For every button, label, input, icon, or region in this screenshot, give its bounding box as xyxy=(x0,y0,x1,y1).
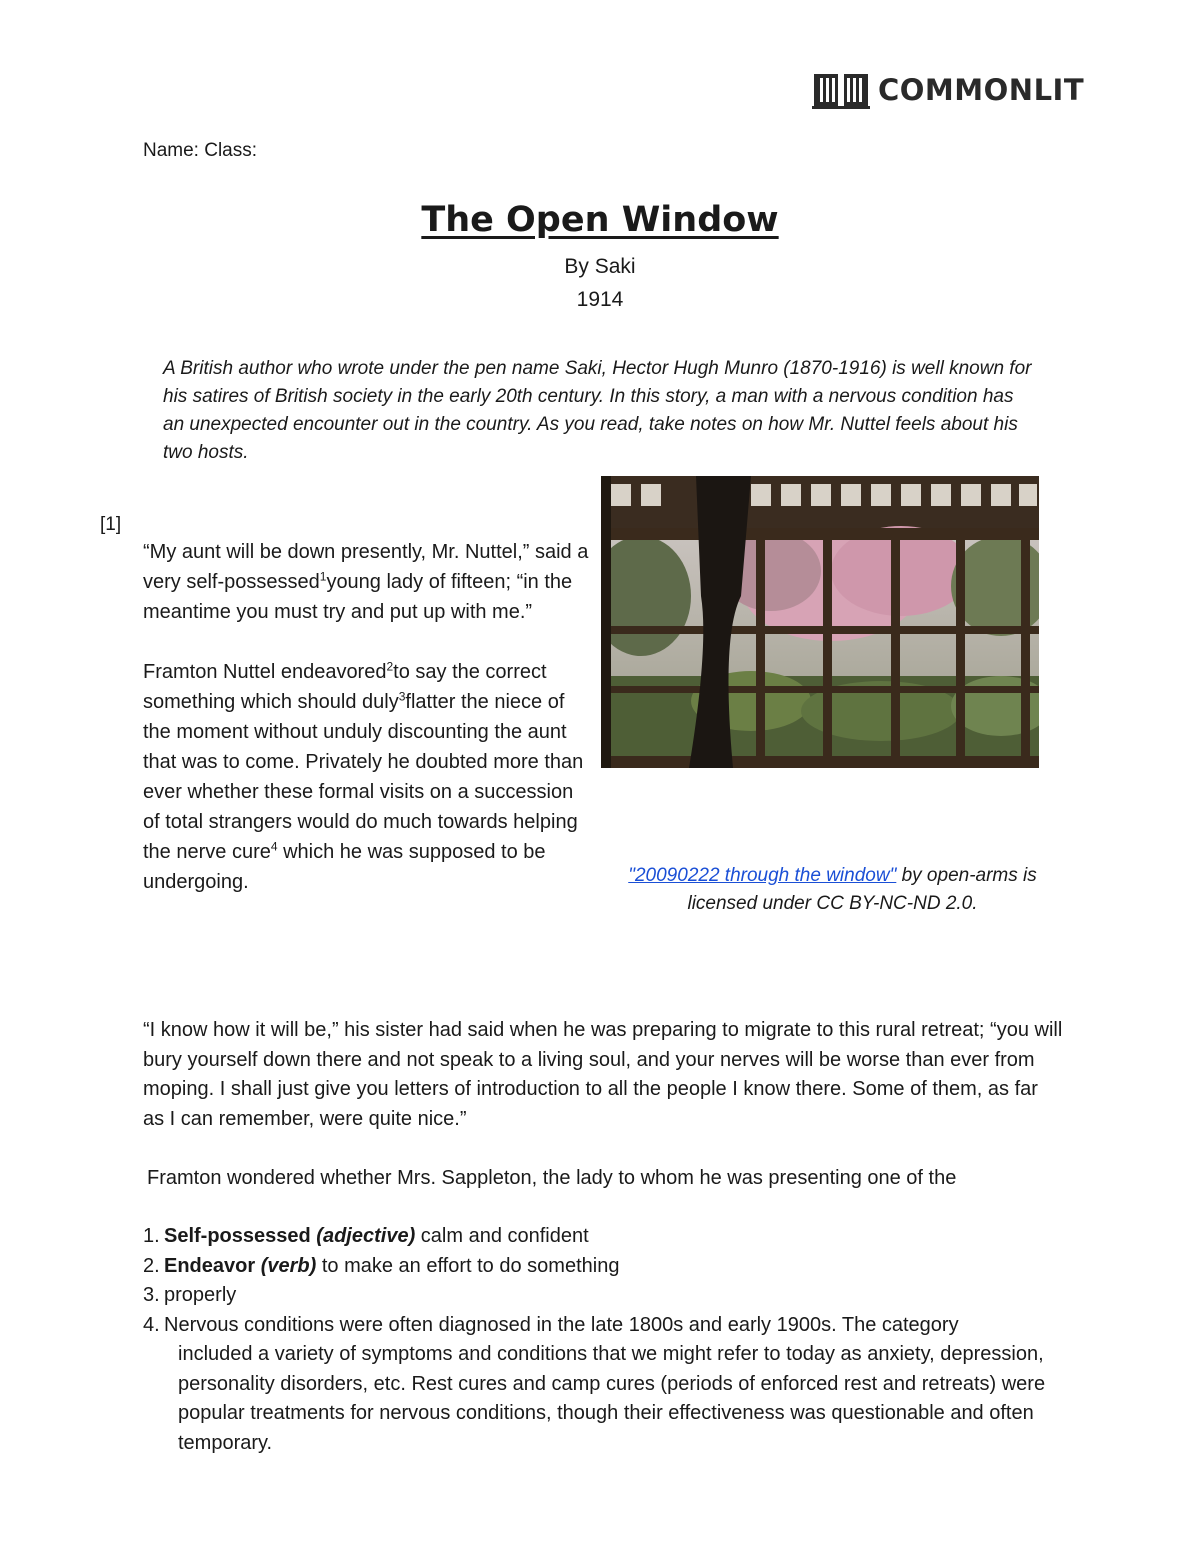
logo-text: COMMONLIT xyxy=(878,73,1085,107)
story-paragraph-3: “I know how it will be,” his sister had said when he was preparing to migrate to this rural retreat; “you will bury yourself down there and not speak to a living soul, and your nerves will be worse than ever from moping. I shall just give you letters of introduction to all the people I know there. Some of them, as far as I can remember, were quite nice.” xyxy=(143,1019,1063,1130)
caption-link[interactable]: "20090222 through the window" xyxy=(628,865,897,886)
footnotes-list xyxy=(143,1222,1063,1458)
story-author: By Saki xyxy=(564,255,636,278)
footnote-ref-2[interactable]: 2 xyxy=(386,659,394,674)
book-icon xyxy=(812,70,870,110)
footnote-4: 4. Nervous conditions were often diagnosed in the late 1800s and early 1900s. The category included a variety of symptoms and conditions that we might refer to today as anxiety, depression, personality disorders, etc. Rest cures and camp cures (periods of enforced rest and retreats) were popular treatments for nervous conditions, though their effectiveness was questionable and often temporary. xyxy=(143,1313,1046,1454)
footnote-3: 3. properly xyxy=(143,1284,237,1306)
story-paragraph-4: Framton wondered whether Mrs. Sappleton, the lady to whom he was presenting one of the xyxy=(147,1167,957,1189)
story-paragraph-1: “My aunt will be down presently, Mr. Nuttel,” said a very self-possessed$^1$young lady of fifteen; “in the meantime you must try and put up with me.” xyxy=(143,541,589,623)
paragraph-number: [1] xyxy=(100,514,122,535)
footnote-1: 1. Self-possessed (adjective) calm and confident xyxy=(143,1225,589,1247)
window-photo xyxy=(601,476,1039,768)
footnote-ref-4[interactable]: 4 xyxy=(270,839,278,854)
story-title: The Open Window xyxy=(421,200,779,240)
image-caption: "20090222 through the window" by open-arms is licensed under CC BY-NC-ND 2.0. xyxy=(628,865,1037,914)
footnote-ref-1[interactable]: 1 xyxy=(319,569,327,584)
story-year: 1914 xyxy=(576,288,624,311)
footnote-2: 2. Endeavor (verb) to make an effort to do something xyxy=(143,1254,620,1277)
story-paragraph-2: Framton Nuttel endeavored$^2$to say the correct something which should duly$^3$flatter the niece of the moment without unduly discounting the aunt that was to come. Privately he doubted more than ever whether these formal visits on a succession of total strangers would do much towards helping the nerve cure$^4$ which he was supposed to be undergoing. xyxy=(143,659,584,893)
name-class-line: Name: Class: xyxy=(143,140,258,161)
footnote-ref-3[interactable]: 3 xyxy=(398,689,406,704)
commonlit-logo xyxy=(812,68,1084,112)
story-column xyxy=(143,537,593,897)
intro-paragraph: A British author who wrote under the pen name Saki, Hector Hugh Munro (1870-1916) is well known for his satires of British society in the early 20th century. In this story, a man with a nervous condition has an unexpected encounter out in the country. As you read, take notes on how Mr. Nuttel feels about his two hosts. xyxy=(163,358,1032,463)
